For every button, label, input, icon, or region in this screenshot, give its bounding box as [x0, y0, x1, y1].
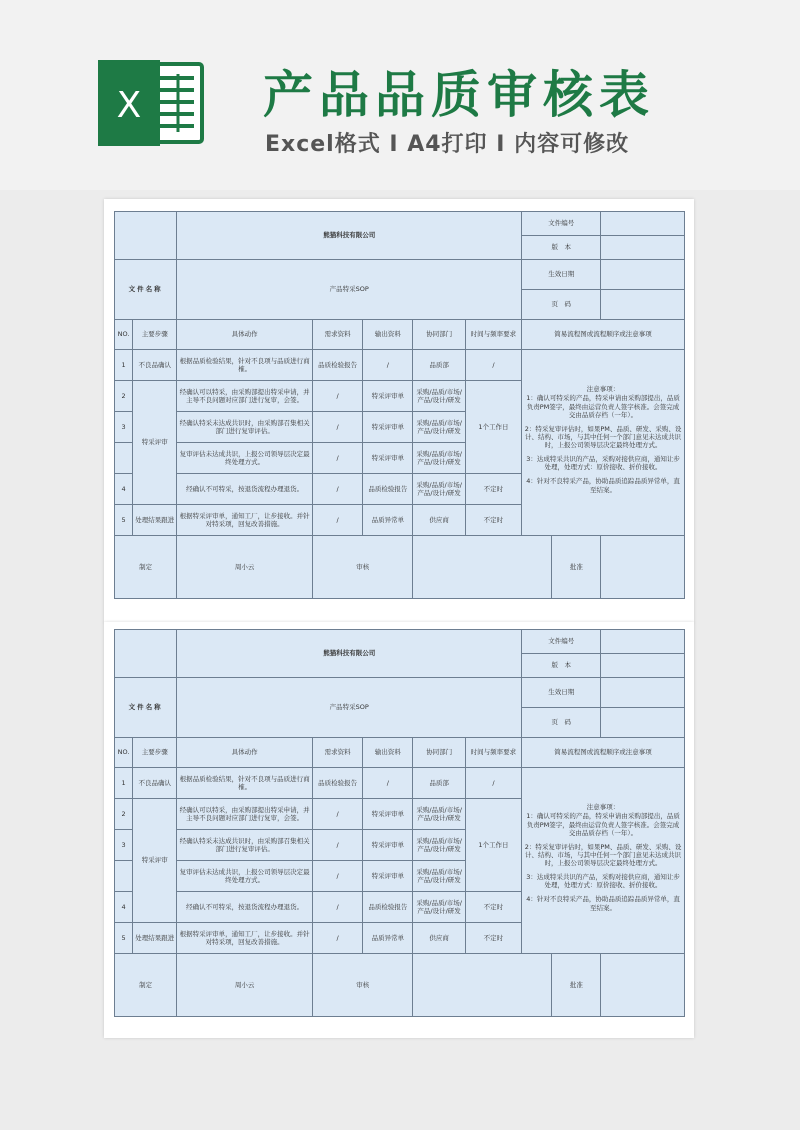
excel-letter: X: [116, 85, 142, 126]
made-name[interactable]: 周小云: [177, 954, 313, 1017]
corner-cell: [115, 630, 177, 678]
row-dept: 采购/品质/市场/产品/设计/研发: [413, 443, 465, 474]
column-header: 简易流程图或流程顺序或注意事项: [522, 320, 685, 350]
meta-value[interactable]: [601, 708, 685, 738]
column-header: 具体动作: [177, 738, 313, 768]
meta-label: 文件编号: [522, 212, 601, 236]
row-time: 不定时: [465, 892, 521, 923]
review-name[interactable]: [413, 954, 552, 1017]
column-header: 需求资料: [312, 320, 362, 350]
column-header: NO.: [115, 738, 133, 768]
meta-label: 页 码: [522, 290, 601, 320]
row-dept: 采购/品质/市场/产品/设计/研发: [413, 412, 465, 443]
row-no: [115, 861, 133, 892]
row-dept: 供应商: [413, 505, 465, 536]
merged-step: 特采评审: [133, 381, 177, 505]
row-no: 4: [115, 474, 133, 505]
row-step: 处理结果跟进: [133, 923, 177, 954]
row-action: 根据特采评审单，通知工厂，让步接收。并针对特采项，回复改善措施。: [177, 923, 313, 954]
review-label: 审核: [312, 536, 413, 599]
row-need: /: [312, 923, 362, 954]
signature-row: [115, 954, 685, 1017]
row-no: 5: [115, 923, 133, 954]
row-step: 处理结果跟进: [133, 505, 177, 536]
note-line: 1：确认可特采的产品，特采申请由采购部提出，品质负责PM签字，最终由运营负责人签字核准。会签完成交由品质存档（一年）。: [526, 394, 680, 419]
row-output: 特采评审单: [363, 830, 413, 861]
row-no: 1: [115, 350, 133, 381]
column-header: 具体动作: [177, 320, 313, 350]
page-subtitle: Excel格式 I A4打印 I 内容可修改: [265, 132, 630, 157]
row-output: 品质异常单: [363, 505, 413, 536]
row-need: /: [312, 861, 362, 892]
row-need: /: [312, 892, 362, 923]
column-header: NO.: [115, 320, 133, 350]
row-output: 特采评审单: [363, 861, 413, 892]
page-title: 产品品质审核表: [263, 66, 655, 124]
row-need: /: [312, 505, 362, 536]
column-header: 输出资料: [363, 738, 413, 768]
row-output: 品质异常单: [363, 923, 413, 954]
row-output: 品质检验报告: [363, 892, 413, 923]
row-action: 经确认不可特采，按退货流程办理退货。: [177, 892, 313, 923]
row-step: 不良品确认: [133, 350, 177, 381]
approve-name[interactable]: [601, 536, 685, 599]
approve-label: 批准: [552, 954, 601, 1017]
column-header: 输出资料: [363, 320, 413, 350]
row-need: /: [312, 830, 362, 861]
table-row: [115, 768, 685, 799]
company-name: 熊猫科技有限公司: [177, 630, 522, 678]
table-row: [115, 350, 685, 381]
row-action: 经确认特采未达成共识时，由采购部召集相关部门进行复审评估。: [177, 830, 313, 861]
column-header: 时间与频率要求: [465, 738, 521, 768]
note-line: 1：确认可特采的产品，特采申请由采购部提出，品质负责PM签字，最终由运营负责人签字核准。会签完成交由品质存档（一年）。: [526, 812, 680, 837]
form-page-2: [104, 622, 694, 1038]
row-dept: 品质部: [413, 768, 465, 799]
row-no: [115, 443, 133, 474]
notes-cell: [522, 768, 685, 954]
meta-value[interactable]: [601, 260, 685, 290]
made-name[interactable]: 周小云: [177, 536, 313, 599]
excel-icon: [98, 60, 204, 146]
row-time: 不定时: [465, 474, 521, 505]
approve-label: 批准: [552, 536, 601, 599]
merged-time: 1个工作日: [465, 381, 521, 474]
row-dept: 采购/品质/市场/产品/设计/研发: [413, 830, 465, 861]
row-step: 不良品确认: [133, 768, 177, 799]
meta-label: 文件编号: [522, 630, 601, 654]
meta-value[interactable]: [601, 630, 685, 654]
row-no: 1: [115, 768, 133, 799]
row-action: 经确认特采未达成共识时，由采购部召集相关部门进行复审评估。: [177, 412, 313, 443]
meta-value[interactable]: [601, 678, 685, 708]
row-output: 特采评审单: [363, 799, 413, 830]
meta-label: 生效日期: [522, 678, 601, 708]
row-time: 不定时: [465, 505, 521, 536]
row-need: /: [312, 412, 362, 443]
meta-value[interactable]: [601, 654, 685, 678]
meta-label: 页 码: [522, 708, 601, 738]
form-page-1: [104, 199, 694, 623]
row-dept: 采购/品质/市场/产品/设计/研发: [413, 861, 465, 892]
row-action: 复审评估未达成共识，上报公司领导层决定最终处理方式。: [177, 861, 313, 892]
row-time: 不定时: [465, 923, 521, 954]
header-banner: [0, 0, 800, 190]
meta-value[interactable]: [601, 212, 685, 236]
signature-row: [115, 536, 685, 599]
row-time: /: [465, 768, 521, 799]
row-no: 3: [115, 830, 133, 861]
row-action: 复审评估未达成共识，上报公司领导层决定最终处理方式。: [177, 443, 313, 474]
made-label: 制定: [115, 954, 177, 1017]
row-output: 特采评审单: [363, 412, 413, 443]
review-name[interactable]: [413, 536, 552, 599]
audit-sheet: [114, 629, 685, 1017]
meta-value[interactable]: [601, 290, 685, 320]
note-line: 4：针对不良特采产品，协助品质追踪品质异常单，直至结案。: [526, 477, 680, 494]
doc-name-label: 文件名称: [115, 260, 177, 320]
note-line: 注意事项：: [586, 803, 620, 812]
row-dept: 品质部: [413, 350, 465, 381]
row-dept: 采购/品质/市场/产品/设计/研发: [413, 799, 465, 830]
row-output: /: [363, 350, 413, 381]
row-action: 经确认可以特采，由采购部提出特采申请，并主导不良问题对应部门进行复审，会签。: [177, 799, 313, 830]
note-line: 2：特采复审评估时，如果PM、品质、研发、采购、设计、结构、市场，与其中任何一个部门意见未达成共识时，上报公司领导层决定最终处理方式。: [524, 842, 682, 868]
column-header: 简易流程图或流程顺序或注意事项: [522, 738, 685, 768]
column-header: 协同部门: [413, 738, 465, 768]
corner-cell: [115, 212, 177, 260]
row-need: /: [312, 443, 362, 474]
note-line: 4：针对不良特采产品，协助品质追踪品质异常单，直至结案。: [526, 895, 680, 912]
product-name: 产品特采SOP: [177, 678, 522, 738]
column-header: 协同部门: [413, 320, 465, 350]
row-need: /: [312, 474, 362, 505]
row-no: 2: [115, 381, 133, 412]
row-need: 品质检验报告: [312, 768, 362, 799]
merged-time: 1个工作日: [465, 799, 521, 892]
row-action: 根据特采评审单，通知工厂，让步接收。并针对特采项，回复改善措施。: [177, 505, 313, 536]
column-header: 时间与频率要求: [465, 320, 521, 350]
doc-name-label: 文件名称: [115, 678, 177, 738]
row-no: 5: [115, 505, 133, 536]
note-line: 2：特采复审评估时，如果PM、品质、研发、采购、设计、结构、市场，与其中任何一个部门意见未达成共识时，上报公司领导层决定最终处理方式。: [524, 424, 682, 450]
row-dept: 采购/品质/市场/产品/设计/研发: [413, 474, 465, 505]
row-need: /: [312, 799, 362, 830]
row-time: /: [465, 350, 521, 381]
row-no: 3: [115, 412, 133, 443]
meta-value[interactable]: [601, 236, 685, 260]
note-line: 3：达成特采共识的产品，采购对接供应商，通知让步处理，处理方式：原价接收、折价接收。: [526, 873, 680, 890]
made-label: 制定: [115, 536, 177, 599]
notes-cell: [522, 350, 685, 536]
note-line: 3：达成特采共识的产品，采购对接供应商，通知让步处理，处理方式：原价接收、折价接收。: [526, 455, 680, 472]
company-name: 熊猫科技有限公司: [177, 212, 522, 260]
row-action: 根据品质检验结果，针对不良项与品质进行商榷。: [177, 350, 313, 381]
row-no: 2: [115, 799, 133, 830]
row-action: 根据品质检验结果，针对不良项与品质进行商榷。: [177, 768, 313, 799]
row-output: 品质检验报告: [363, 474, 413, 505]
note-line: 注意事项：: [586, 385, 620, 394]
row-action: 经确认不可特采，按退货流程办理退货。: [177, 474, 313, 505]
approve-name[interactable]: [601, 954, 685, 1017]
meta-label: 生效日期: [522, 260, 601, 290]
row-output: /: [363, 768, 413, 799]
row-output: 特采评审单: [363, 443, 413, 474]
column-header: 主要步骤: [133, 320, 177, 350]
meta-label: 版 本: [522, 236, 601, 260]
audit-sheet: [114, 211, 685, 599]
row-dept: 供应商: [413, 923, 465, 954]
row-action: 经确认可以特采，由采购部提出特采申请，并主导不良问题对应部门进行复审，会签。: [177, 381, 313, 412]
row-no: 4: [115, 892, 133, 923]
row-dept: 采购/品质/市场/产品/设计/研发: [413, 892, 465, 923]
column-header: 主要步骤: [133, 738, 177, 768]
meta-label: 版 本: [522, 654, 601, 678]
merged-step: 特采评审: [133, 799, 177, 923]
column-header: 需求资料: [312, 738, 362, 768]
review-label: 审核: [312, 954, 413, 1017]
product-name: 产品特采SOP: [177, 260, 522, 320]
row-need: 品质检验报告: [312, 350, 362, 381]
row-output: 特采评审单: [363, 381, 413, 412]
row-dept: 采购/品质/市场/产品/设计/研发: [413, 381, 465, 412]
row-need: /: [312, 381, 362, 412]
